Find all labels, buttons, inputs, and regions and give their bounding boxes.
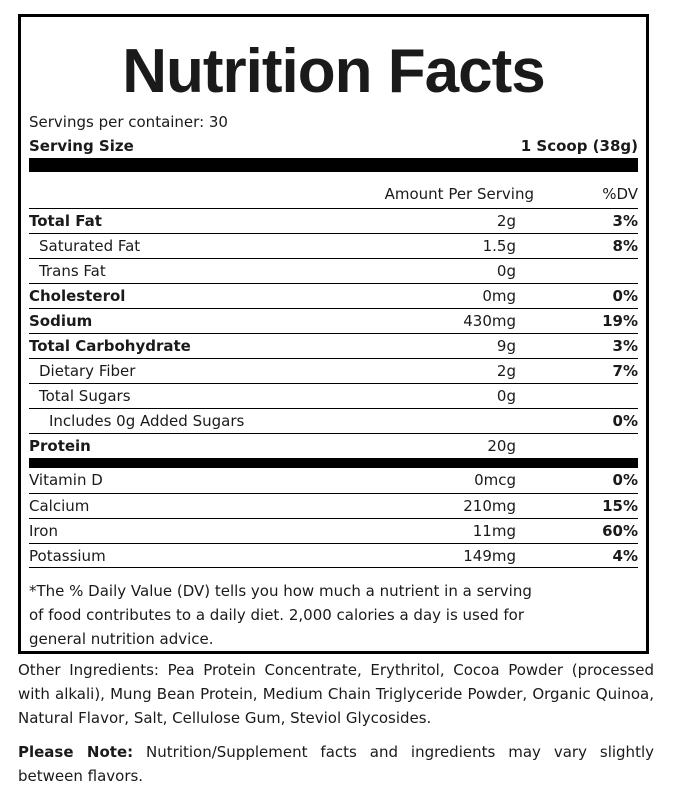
- servings-per-container: Servings per container: 30: [29, 113, 228, 131]
- other-ingredients: Other Ingredients: Pea Protein Concentrate, Erythritol, Cocoa Powder (processed with alkali), Mung Bean Protein, Medium Chain Triglyceride Powder, Organic Quinoa, Natural Flavor, Salt, Cellulose Gum, Steviol Glycosides.: [18, 661, 654, 727]
- nutrient-name: Total Sugars: [39, 387, 131, 405]
- nutrient-dv: 8%: [612, 237, 638, 255]
- nutrient-amount: 1.5g: [482, 237, 516, 255]
- nutrient-row-dietary-fiber: [29, 358, 638, 383]
- please-note-label: Please Note:: [18, 743, 134, 761]
- nutrient-table: [29, 208, 638, 568]
- vitamin-amount: 0mcg: [474, 471, 516, 489]
- vitamin-amount: 210mg: [463, 497, 516, 515]
- vitamin-row-iron: [29, 518, 638, 543]
- nutrient-dv: 19%: [602, 312, 638, 330]
- nutrient-name: Includes 0g Added Sugars: [49, 412, 245, 430]
- vitamin-dv: 0%: [612, 471, 638, 489]
- nutrient-name: Dietary Fiber: [39, 362, 136, 380]
- nutrient-amount: 0mg: [482, 287, 516, 305]
- nutrient-row-added-sugars: [29, 408, 638, 433]
- nutrient-amount: 430mg: [463, 312, 516, 330]
- nutrient-amount: 0g: [496, 262, 516, 280]
- vitamin-name: Vitamin D: [29, 471, 103, 489]
- dv-header: %DV: [602, 185, 638, 203]
- nutrient-row-trans-fat: [29, 258, 638, 283]
- please-note: [18, 740, 654, 788]
- vitamin-dv: 60%: [602, 522, 638, 540]
- vitamin-row-potassium: [29, 543, 638, 568]
- nutrient-row-saturated-fat: [29, 233, 638, 258]
- nutrient-amount: 20g: [487, 437, 516, 455]
- nutrient-name: Total Fat: [29, 212, 102, 230]
- nutrient-dv: 3%: [612, 212, 638, 230]
- nutrient-amount: 0g: [496, 387, 516, 405]
- serving-size-label: Serving Size: [29, 137, 134, 155]
- nutrition-facts-panel: [18, 14, 649, 654]
- nutrient-dv: 3%: [612, 337, 638, 355]
- nutrient-dv: 0%: [612, 287, 638, 305]
- nutrient-row-sodium: [29, 308, 638, 333]
- nutrient-dv: 0%: [612, 412, 638, 430]
- nutrient-name: Cholesterol: [29, 287, 126, 305]
- nutrient-name: Saturated Fat: [39, 237, 141, 255]
- vitamin-name: Potassium: [29, 547, 106, 565]
- thick-divider-vitamins: [29, 458, 638, 468]
- nutrient-row-total-carbohydrate: [29, 333, 638, 358]
- vitamin-amount: 11mg: [472, 522, 516, 540]
- nutrient-name: Protein: [29, 437, 91, 455]
- vitamin-name: Calcium: [29, 497, 90, 515]
- nutrient-name: Trans Fat: [39, 262, 106, 280]
- serving-size-value: 1 Scoop (38g): [520, 137, 638, 155]
- nutrient-amount: 2g: [496, 362, 516, 380]
- nutrient-amount: 9g: [496, 337, 516, 355]
- panel-title: Nutrition Facts: [122, 37, 545, 106]
- nutrient-row-total-fat: [29, 208, 638, 233]
- nutrient-amount: 2g: [496, 212, 516, 230]
- vitamin-dv: 15%: [602, 497, 638, 515]
- vitamin-row-vitamin-d: [29, 468, 638, 493]
- vitamin-amount: 149mg: [463, 547, 516, 565]
- please-note-text: Nutrition/Supplement facts and ingredients may vary slightly between flavors.: [18, 743, 654, 785]
- column-header-row: [29, 187, 638, 205]
- serving-size-row: [29, 139, 638, 154]
- nutrient-row-protein: [29, 433, 638, 458]
- nutrient-dv: 7%: [612, 362, 638, 380]
- nutrient-name: Total Carbohydrate: [29, 337, 191, 355]
- nutrient-row-total-sugars: [29, 383, 638, 408]
- dv-footnote: *The % Daily Value (DV) tells you how much a nutrient in a serving of food contributes to a daily diet. 2,000 calories a day is used for general nutrition advice.: [29, 582, 532, 648]
- nutrient-name: Sodium: [29, 312, 93, 330]
- vitamin-name: Iron: [29, 522, 58, 540]
- amount-per-serving-header: Amount Per Serving: [384, 185, 534, 203]
- vitamin-dv: 4%: [612, 547, 638, 565]
- nutrient-row-cholesterol: [29, 283, 638, 308]
- thick-divider: [29, 158, 638, 172]
- vitamin-row-calcium: [29, 493, 638, 518]
